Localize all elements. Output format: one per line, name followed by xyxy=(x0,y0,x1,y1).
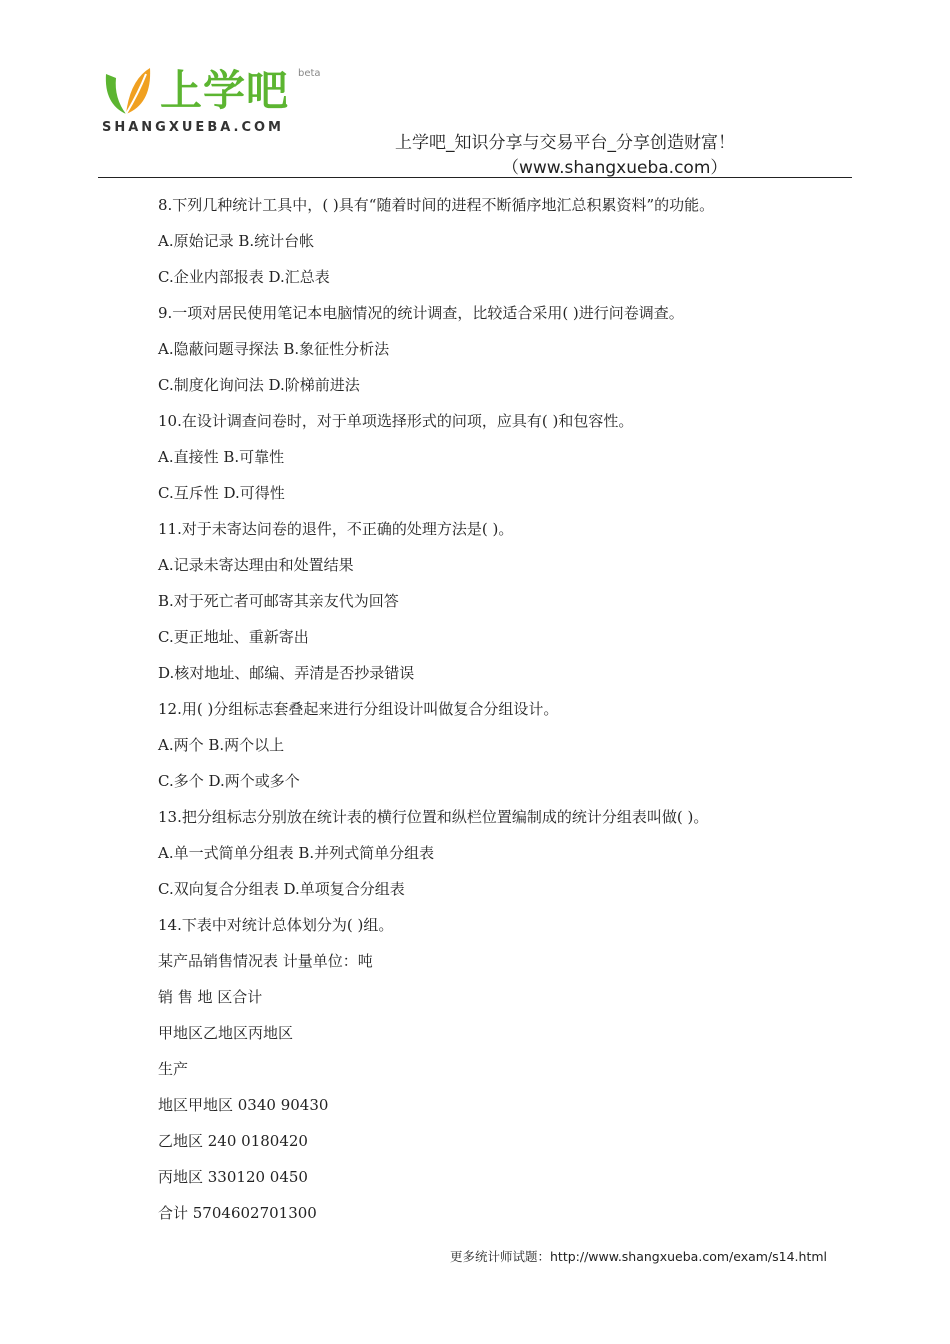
document-line: C.制度化询问法 D.阶梯前进法 xyxy=(158,376,360,394)
document-line: 9.一项对居民使用笔记本电脑情况的统计调查，比较适合采用( )进行问卷调查。 xyxy=(158,304,684,322)
document-line: 丙地区 330120 0450 xyxy=(158,1168,308,1186)
document-line: 14.下表中对统计总体划分为( )组。 xyxy=(158,916,394,934)
document-line: 8.下列几种统计工具中，( )具有“随着时间的进程不断循序地汇总积累资料”的功能。 xyxy=(158,196,715,214)
document-line: A.原始记录 B.统计台帐 xyxy=(158,232,315,250)
document-line: C.更正地址、重新寄出 xyxy=(158,628,309,646)
header-slogan: 上学吧_知识分享与交易平台_分享创造财富！ xyxy=(395,133,735,153)
document-line: A.记录未寄达理由和处置结果 xyxy=(158,556,354,574)
logo-beta-label: beta xyxy=(298,68,321,79)
document-line: A.单一式简单分组表 B.并列式简单分组表 xyxy=(158,844,435,862)
document-line: 10.在设计调查问卷时，对于单项选择形式的问项，应具有( )和包容性。 xyxy=(158,412,634,430)
footer-more-link[interactable]: 更多统计师试题：http://www.shangxueba.com/exam/s14.html xyxy=(450,1249,828,1264)
document-line: C.企业内部报表 D.汇总表 xyxy=(158,268,330,286)
logo-chinese-text: 上学吧 xyxy=(160,66,290,115)
document-line: 13.把分组标志分别放在统计表的横行位置和纵栏位置编制成的统计分组表叫做( )。 xyxy=(158,808,709,826)
document-line: A.两个 B.两个以上 xyxy=(158,736,285,754)
site-logo[interactable] xyxy=(100,64,340,144)
document-line: 生产 xyxy=(158,1060,189,1078)
document-line: 合计 5704602701300 xyxy=(158,1204,317,1222)
document-line: 11.对于未寄达问卷的退件，不正确的处理方法是( )。 xyxy=(158,520,514,538)
logo-domain-text: SHANGXUEBA.COM xyxy=(102,120,284,135)
document-line: 12.用( )分组标志套叠起来进行分组设计叫做复合分组设计。 xyxy=(158,700,559,718)
header-divider xyxy=(98,177,852,178)
document-line: A.直接性 B.可靠性 xyxy=(158,448,285,466)
document-line: 某产品销售情况表 计量单位：吨 xyxy=(158,952,373,970)
document-line: B.对于死亡者可邮寄其亲友代为回答 xyxy=(158,592,399,610)
document-line: 地区甲地区 0340 90430 xyxy=(158,1096,329,1114)
document-body xyxy=(158,193,848,1237)
document-line: C.双向复合分组表 D.单项复合分组表 xyxy=(158,880,405,898)
document-line: 甲地区乙地区丙地区 xyxy=(158,1024,294,1042)
document-line: A.隐蔽问题寻探法 B.象征性分析法 xyxy=(158,340,390,358)
document-line: 销 售 地 区合计 xyxy=(158,988,263,1006)
document-line: D.核对地址、邮编、弄清是否抄录错误 xyxy=(158,664,415,682)
document-line: 乙地区 240 0180420 xyxy=(158,1132,308,1150)
leaf-logo-icon xyxy=(100,64,158,120)
document-line: C.互斥性 D.可得性 xyxy=(158,484,285,502)
header-site-url[interactable]: （www.shangxueba.com） xyxy=(502,158,728,178)
document-line: C.多个 D.两个或多个 xyxy=(158,772,300,790)
